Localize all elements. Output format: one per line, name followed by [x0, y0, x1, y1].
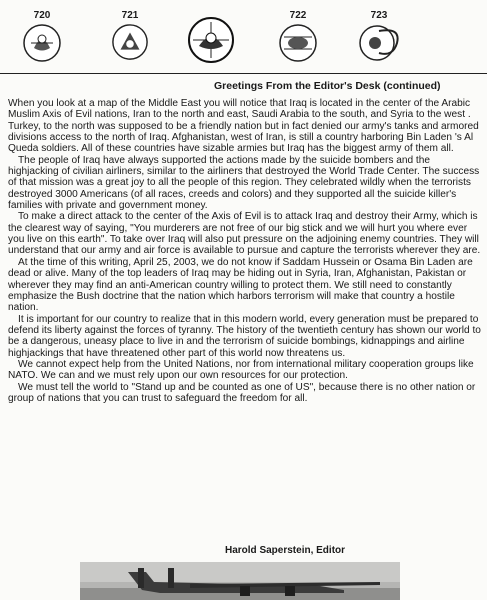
page-title: Greetings From the Editor's Desk (continued)	[214, 80, 441, 92]
patch-720	[20, 10, 64, 63]
paragraph: The people of Iraq have always supported the actions made by the suicide bombers and the highjacking of civilian airliners, similar to the airliners that destroyed the World Trade Center. The success of that mission was a great joy to all the people of this region. They celebrated wildly when the terrorists destroyed 3000 Americans (of all races, creeds and colors) and they supported all the suicide killer's families with private and government money.	[8, 154, 480, 212]
patch-723	[356, 10, 402, 63]
squadron-patch-row	[0, 0, 487, 72]
header-divider	[0, 73, 487, 74]
patch-number-722: 722	[289, 10, 307, 21]
b24-bomber-photo	[80, 562, 400, 600]
patch-number-720: 720	[33, 10, 51, 21]
paragraph: At the time of this writing, April 25, 2003, we do not know if Saddam Hussein or Osama Bin Laden are dead or alive. Many of the top leaders of Iraq may be hiding out in Syria, Iran, Afghanistan, Pakistan or wherever they may find an anti-American country willing to protect them. We still need to constantly emphasize the Bush doctrine that the nation which harbors terrorism will make that country a hostile nation.	[8, 256, 473, 314]
bomber-patch-icon	[187, 16, 235, 64]
patch-number-721: 721	[121, 10, 139, 21]
patch-722	[277, 10, 319, 63]
squadron-patch-icon	[22, 23, 62, 63]
patch-bomb-group	[187, 16, 235, 64]
patch-number-723: 723	[370, 10, 388, 21]
editor-signature: Harold Saperstein, Editor	[225, 545, 346, 556]
editorial-body	[8, 98, 482, 404]
paragraph: When you look at a map of the Middle East you will notice that Iraq is located in the center of the Arabic Muslim Axis of Evil nations, Iran to the north and east, Saudi Arabia to the south, and Syria to the west . Turkey, to the north was supposed to be a friendly nation but in fact denied our army's tanks and armored divisions access to the north of Iraq. Afghanistan, west of Iran, is still a country harboring Bin Laden 's Al Queda soldiers. All of these countries have sizable armies but Iraq has the biggest army of them all.	[8, 98, 479, 155]
paragraph: To make a direct attack to the center of the Axis of Evil is to attack Iraq and destroy their Army, which is the clearest way of saying, "You murderers are not free of our big stick and we will hurt you where ever you live on this earth". To take over Iraq will also put pressure on the adjoining enemy countries. They will understand that our army and air force is available to pursue and capture the terrorists wherever they are.	[8, 211, 481, 257]
patch-721	[110, 10, 150, 61]
squadron-patch-icon	[111, 23, 149, 61]
paragraph: We must tell the world to "Stand up and be counted as one of US", because there is no other nation or group of nations that you can trust to safeguard the freedom for all.	[8, 381, 476, 404]
squadron-patch-icon	[278, 23, 318, 63]
paragraph: We cannot expect help from the United Nations, nor from international military cooperation groups like NATO. We can and we must rely upon our own resources for our protection.	[8, 358, 474, 382]
paragraph: It is important for our country to realize that in this modern world, every generation must be prepared to defend its liberty against the forces of tyranny. The history of the twentieth century has shown our world to be a dangerous, uneasy place to live in and the terrorism of suicide bombings, kidnappings and airline highjackings that have threatened other part of this world now threatens us.	[8, 313, 481, 359]
squadron-patch-icon	[357, 23, 401, 63]
